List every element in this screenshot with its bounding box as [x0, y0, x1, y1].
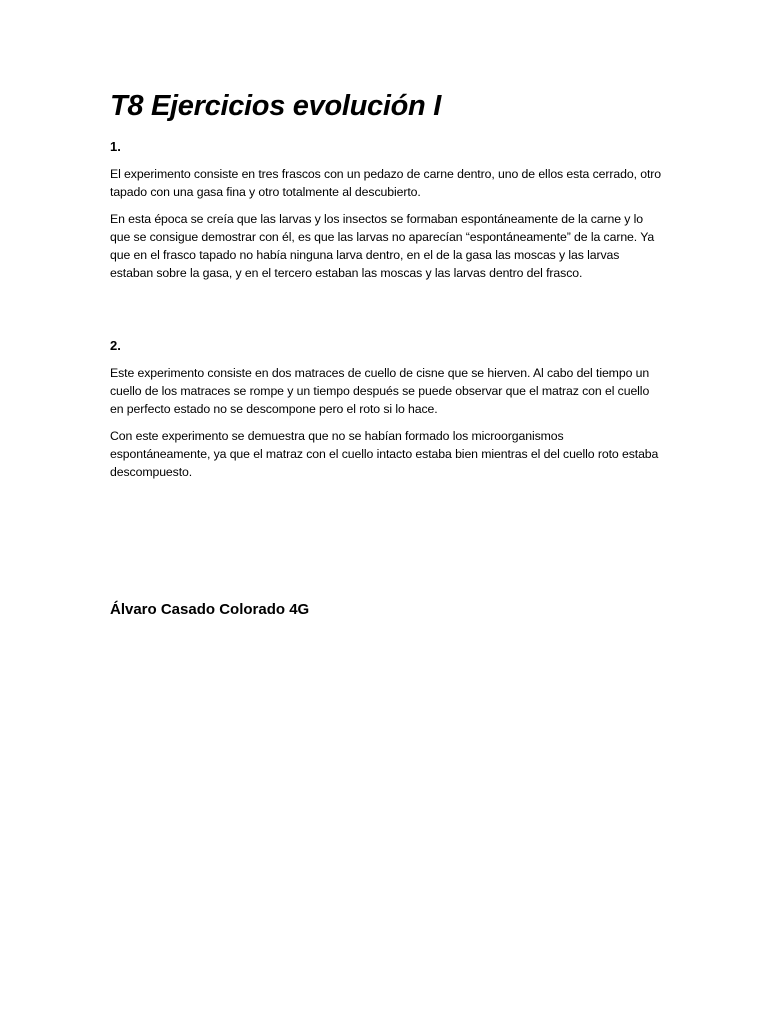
section-2-paragraph-1: Este experimento consiste en dos matraces de cuello de cisne que se hierven. Al cabo del tiempo un cuello de los matraces se rompe y un tiempo después se puede observar que el matraz con el cuello en perfecto estado no se descompone pero el roto si lo hace.	[110, 366, 650, 416]
section-1-paragraph-2: En esta época se creía que las larvas y los insectos se formaban espontáneamente de la carne y lo que se consigue demostrar con él, es que las larvas no aparecían “espontáneamente” de la carne. Ya que en el frasco tapado no había ninguna larva dentro, en el de la gasa las moscas y las larvas estaban sobre la gasa, y en el tercero estaban las moscas y las larvas dentro del frasco.	[110, 212, 655, 280]
author-signature: Álvaro Casado Colorado 4G	[110, 601, 310, 618]
section-1-number: 1.	[110, 139, 121, 154]
section-2-paragraph-2: Con este experimento se demuestra que no se habían formado los microorganismos espontáneamente, ya que el matraz con el cuello intacto estaba bien mientras el del cuello roto estaba descompuesto.	[110, 429, 659, 479]
section-1-paragraph-1: El experimento consiste en tres frascos con un pedazo de carne dentro, uno de ellos esta cerrado, otro tapado con una gasa fina y otro totalmente al descubierto.	[110, 167, 662, 199]
section-2-number: 2.	[110, 338, 121, 353]
document-title: T8 Ejercicios evolución I	[110, 90, 441, 122]
